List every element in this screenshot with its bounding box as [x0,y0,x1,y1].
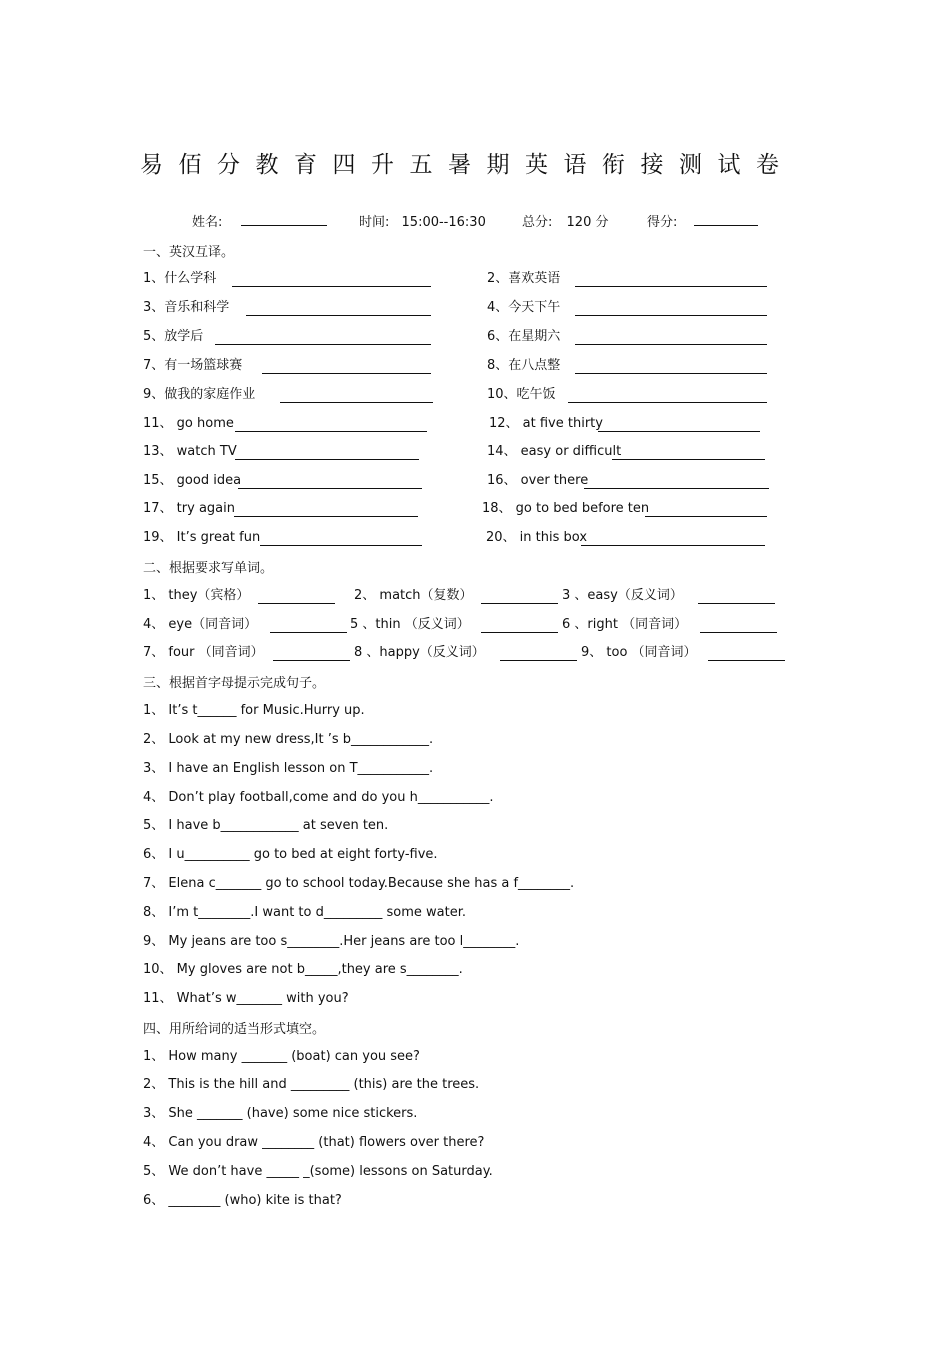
score-blank [694,212,758,226]
answer-blank[interactable] [568,389,767,403]
answer-blank[interactable] [238,475,422,489]
s4-item: 6、 ________ (who) kite is that? [143,1193,342,1208]
s3-item: 3、 I have an English lesson on T___________. [143,761,434,776]
answer-blank[interactable] [575,331,767,345]
answer-blank[interactable] [581,532,765,546]
s1-left-9: 17、 try again [143,501,235,516]
s2-item-9: 9、 too （同音词） [581,645,697,660]
total-field [522,211,608,230]
name-field [192,211,327,230]
s4-item: 4、 Can you draw ________ (that) flowers over there? [143,1135,485,1150]
answer-blank[interactable] [246,302,431,316]
s2-item-3: 3 、easy（反义词） [562,588,683,603]
answer-blank[interactable] [698,590,775,604]
section4-heading: 四、用所给词的适当形式填空。 [143,1022,326,1037]
answer-blank[interactable] [260,532,422,546]
answer-blank[interactable] [575,302,767,316]
answer-blank[interactable] [598,418,760,432]
s3-item: 8、 I’m t________.I want to d_________ some water. [143,905,466,920]
total-label: 总分: [522,215,553,230]
s1-left-3: 5、放学后 [143,329,204,344]
s4-item: 1、 How many _______ (boat) can you see? [143,1049,420,1064]
s3-item: 4、 Don’t play football,come and do you h___________. [143,790,494,805]
s1-right-3: 6、在星期六 [487,329,561,344]
answer-blank[interactable] [700,619,777,633]
page-title: 易佰分教育四升五暑期英语衔接测试卷 [140,152,795,178]
time-label: 时间: [359,215,390,230]
s2-item-7: 7、 four （同音词） [143,645,264,660]
s1-right-6: 12、 at five thirty [489,416,603,431]
answer-blank[interactable] [481,619,558,633]
name-blank [241,212,327,226]
section3-heading: 三、根据首字母提示完成句子。 [143,676,326,691]
answer-blank[interactable] [234,503,418,517]
answer-blank[interactable] [575,273,767,287]
time-value: 15:00--16:30 [401,215,486,230]
s3-item: 6、 I u__________ go to bed at eight forty-five. [143,847,438,862]
s1-right-1: 2、喜欢英语 [487,271,561,286]
s3-item: 2、 Look at my new dress,It ’s b____________. [143,732,434,747]
s2-item-1: 1、 they（宾格） [143,588,250,603]
answer-blank[interactable] [235,446,419,460]
s4-item: 5、 We don’t have _____ _(some) lessons on Saturday. [143,1164,493,1179]
s1-left-6: 11、 go home [143,416,234,431]
answer-blank[interactable] [584,475,769,489]
answer-blank[interactable] [708,647,785,661]
answer-blank[interactable] [215,331,431,345]
s1-left-5: 9、做我的家庭作业 [143,387,256,402]
s3-item: 11、 What’s w_______ with you? [143,991,349,1006]
score-field [647,211,758,230]
s4-item: 3、 She _______ (have) some nice stickers. [143,1106,418,1121]
s4-item: 2、 This is the hill and _________ (this) are the trees. [143,1077,480,1092]
answer-blank[interactable] [235,418,427,432]
total-value: 120 分 [566,215,609,230]
s2-item-8: 8 、happy（反义词） [354,645,485,660]
s1-right-10: 20、 in this box [486,530,588,545]
s2-item-6: 6 、right （同音词） [562,617,688,632]
answer-blank[interactable] [262,360,431,374]
answer-blank[interactable] [575,360,767,374]
s3-item: 10、 My gloves are not b_____,they are s________. [143,962,463,977]
s2-item-5: 5 、thin （反义词） [350,617,470,632]
answer-blank[interactable] [280,389,433,403]
answer-blank[interactable] [612,446,765,460]
answer-blank[interactable] [481,590,558,604]
section2-heading: 二、根据要求写单词。 [143,561,274,576]
s1-left-10: 19、 It’s great fun [143,530,261,545]
answer-blank[interactable] [645,503,767,517]
s2-item-2: 2、 match（复数） [354,588,473,603]
answer-blank[interactable] [500,647,577,661]
s3-item: 7、 Elena c_______ go to school today.Because she has a f________. [143,876,575,891]
answer-blank[interactable] [273,647,350,661]
s1-left-1: 1、什么学科 [143,271,217,286]
name-label: 姓名: [192,215,223,230]
s2-item-4: 4、 eye（同音词） [143,617,258,632]
s1-right-9: 18、 go to bed before ten [482,501,650,516]
answer-blank[interactable] [270,619,347,633]
answer-blank[interactable] [258,590,335,604]
s1-right-2: 4、今天下午 [487,300,561,315]
s3-item: 1、 It’s t______ for Music.Hurry up. [143,703,365,718]
s1-left-2: 3、音乐和科学 [143,300,230,315]
s1-right-8: 16、 over there [487,473,589,488]
section1-heading: 一、英汉互译。 [143,245,235,260]
s3-item: 5、 I have b____________ at seven ten. [143,818,389,833]
s1-right-4: 8、在八点整 [487,358,561,373]
s1-right-7: 14、 easy or difficult [487,444,622,459]
s1-left-7: 13、 watch TV [143,444,237,459]
s1-right-5: 10、吃午饭 [487,387,556,402]
time-field [359,211,486,230]
s1-left-8: 15、 good idea [143,473,242,488]
s1-left-4: 7、有一场篮球赛 [143,358,243,373]
score-label: 得分: [647,215,678,230]
answer-blank[interactable] [232,273,431,287]
s3-item: 9、 My jeans are too s________.Her jeans are too l________. [143,934,520,949]
